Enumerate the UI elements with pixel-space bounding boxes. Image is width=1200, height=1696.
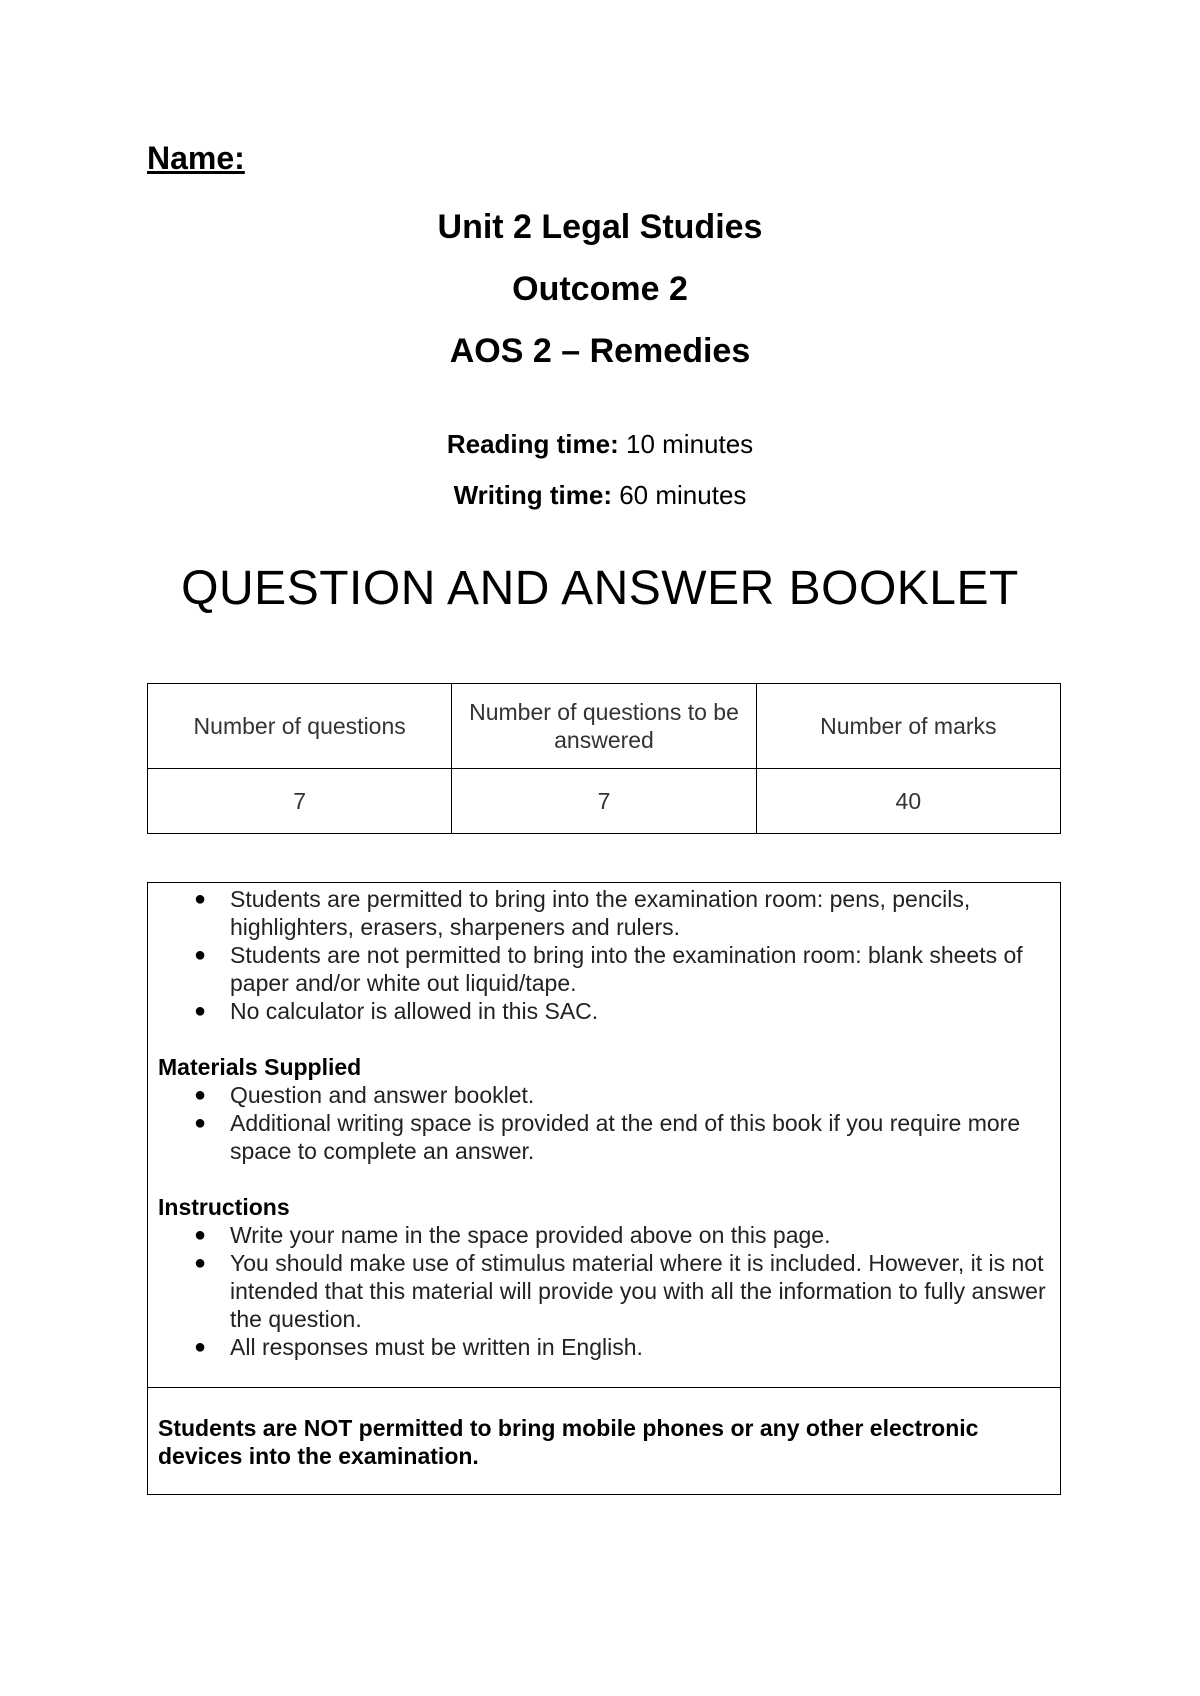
structure-table-header-row [148, 684, 1061, 769]
list-item [158, 997, 1046, 1025]
writing-time-value: 60 minutes [619, 480, 747, 510]
booklet-title: QUESTION AND ANSWER BOOKLET [181, 562, 1019, 615]
list-item [158, 1221, 1046, 1249]
course-title: Unit 2 Legal Studies [437, 208, 763, 246]
list-item [158, 941, 1046, 997]
list-item-text: Students are not permitted to bring into the examination room: blank sheets of paper and/or white out liquid/tape. [230, 942, 1023, 996]
materials-list [158, 1081, 1046, 1165]
writing-time [0, 482, 1200, 508]
reading-time-value: 10 minutes [625, 429, 754, 459]
outcome-title: Outcome 2 [512, 270, 688, 308]
header-cell-marks: Number of marks [756, 684, 1060, 769]
bullet-icon: ● [194, 1252, 207, 1274]
value-cell-to-answer: 7 [452, 769, 756, 834]
list-item-text: Write your name in the space provided above on this page. [230, 1222, 831, 1248]
reading-time [0, 431, 1200, 457]
name-label: Name: [147, 140, 245, 176]
value-cell-questions: 7 [148, 769, 452, 834]
list-item-text: Additional writing space is provided at the end of this book if you require more space to complete an answer. [230, 1110, 1021, 1164]
structure-table-value-row [148, 769, 1061, 834]
bullet-icon: ● [194, 1112, 207, 1134]
bullet-icon: ● [194, 1000, 207, 1022]
list-item-text: Students are permitted to bring into the examination room: pens, pencils, highlighters, erasers, sharpeners and rulers. [230, 886, 971, 940]
electronic-devices-warning: Students are NOT permitted to bring mobile phones or any other electronic devices into the examination. [158, 1415, 979, 1469]
reading-time-label: Reading time: [446, 429, 619, 459]
writing-time-label: Writing time: [453, 480, 612, 510]
bullet-icon: ● [194, 1224, 207, 1246]
instructions-heading: Instructions [158, 1194, 290, 1220]
bullet-icon: ● [194, 944, 207, 966]
header-cell-to-answer: Number of questions to be answered [452, 684, 756, 769]
list-item [158, 1081, 1046, 1109]
list-item-text: All responses must be written in English. [230, 1334, 643, 1360]
rules-section [148, 883, 1060, 1388]
value-cell-marks: 40 [756, 769, 1060, 834]
instructions-list [158, 1221, 1046, 1361]
list-item [158, 885, 1046, 941]
structure-table [147, 683, 1061, 834]
bullet-icon: ● [194, 888, 207, 910]
header-cell-questions: Number of questions [148, 684, 452, 769]
aos-title: AOS 2 – Remedies [449, 332, 751, 370]
list-item-text: You should make use of stimulus material where it is included. However, it is not intended that this material will provide you with all the information to fully answer the question. [230, 1250, 1046, 1332]
permitted-list [158, 885, 1046, 1025]
rules-box [147, 882, 1061, 1495]
materials-heading: Materials Supplied [158, 1054, 362, 1080]
list-item [158, 1249, 1046, 1333]
list-item-text: No calculator is allowed in this SAC. [230, 998, 599, 1024]
list-item [158, 1333, 1046, 1361]
bullet-icon: ● [194, 1336, 207, 1358]
list-item [158, 1109, 1046, 1165]
list-item-text: Question and answer booklet. [230, 1082, 535, 1108]
bullet-icon: ● [194, 1084, 207, 1106]
